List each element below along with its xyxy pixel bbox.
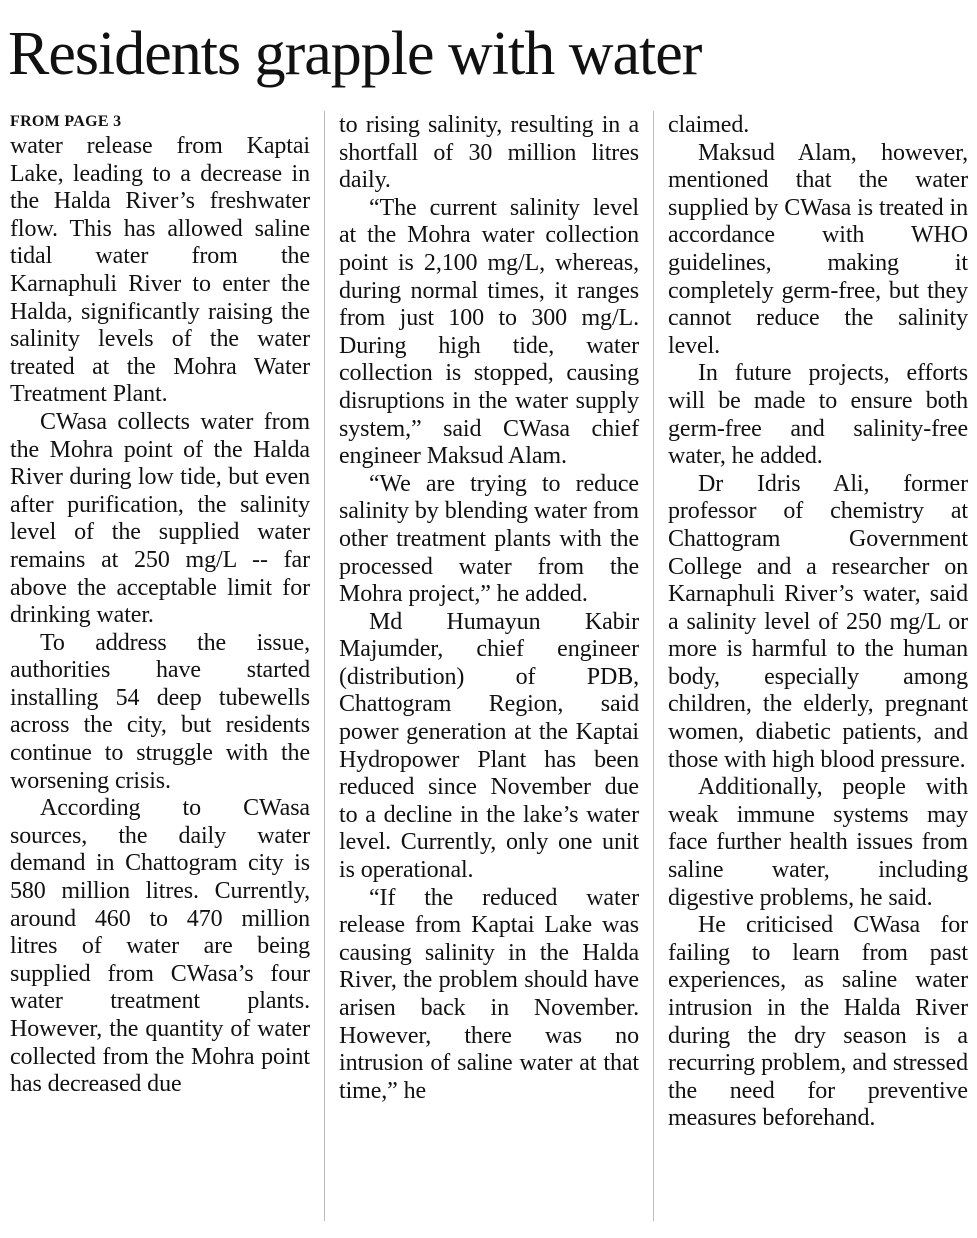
- paragraph: claimed.: [668, 112, 750, 138]
- paragraph: Md Humayun Kabir Majumder, chief engineer (distribution) of PDB, Chattogram Region, said power generation at the Kaptai Hydropower Plant has been reduced since November due to a decline in the lake’s water level. Currently, only one unit is operational.: [339, 608, 639, 884]
- headline: Residents grapple with water: [8, 20, 702, 88]
- article-column-3: [668, 112, 968, 1133]
- column-divider: [653, 111, 654, 1221]
- paragraph: Additionally, people with weak immune systems may face further health issues from saline water, including digestive problems, he said.: [668, 774, 968, 911]
- article-column-1: [10, 111, 310, 1099]
- paragraph: “We are trying to reduce salinity by blending water from other treatment plants with the processed water from the Mohra project,” he added.: [339, 470, 639, 608]
- paragraph: To address the issue, authorities have started installing 54 deep tubewells across the city, but residents continue to struggle with the worsening crisis.: [10, 629, 310, 794]
- paragraph: CWasa collects water from the Mohra point of the Halda River during low tide, but even after purification, the salinity level of the supplied water remains at 250 mg/L -- far above the acceptable limit for drinking water.: [10, 408, 310, 629]
- continuation-kicker: FROM PAGE 3: [10, 113, 122, 130]
- paragraph: According to CWasa sources, the daily water demand in Chattogram city is 580 million litres. Currently, around 460 to 470 million litres of water are being supplied from CWasa’s four water treatment plants. However, the quantity of water collected from the Mohra point has decreased due: [10, 795, 310, 1098]
- paragraph: Maksud Alam, however, mentioned that the water supplied by CWasa is treated in accordance with WHO guidelines, making it completely germ-free, but they cannot reduce the salinity level.: [668, 139, 968, 359]
- paragraph: “If the reduced water release from Kaptai Lake was causing salinity in the Halda River, the problem should have arisen back in November. However, there was no intrusion of saline water at that time,” he: [339, 884, 639, 1104]
- column-divider: [324, 111, 325, 1221]
- paragraph: In future projects, efforts will be made to ensure both germ-free and salinity-free water, he added.: [668, 360, 968, 470]
- paragraph: He criticised CWasa for failing to learn from past experiences, as saline water intrusion in the Halda River during the dry season is a recurring problem, and stressed the need for preventive measures beforehand.: [668, 912, 968, 1132]
- paragraph: Dr Idris Ali, former professor of chemistry at Chattogram Government College and a researcher on Karnaphuli River’s water, said a salinity level of 250 mg/L or more is harmful to the human body, especially among children, the elderly, pregnant women, diabetic patients, and those with high blood pressure.: [668, 470, 968, 773]
- paragraph: water release from Kaptai Lake, leading to a decrease in the Halda River’s freshwater flow. This has allowed saline tidal water from the Karnaphuli River to enter the Halda, significantly raising the salinity levels of the water treated at the Mohra Water Treatment Plant.: [10, 133, 310, 408]
- article-column-2: [339, 112, 639, 1105]
- paragraph: “The current salinity level at the Mohra water collection point is 2,100 mg/L, whereas, during normal times, it ranges from just 100 to 300 mg/L. During high tide, water collection is stopped, causing disruptions in the water supply system,” said CWasa chief engineer Maksud Alam.: [339, 194, 639, 470]
- paragraph: to rising salinity, resulting in a shortfall of 30 million litres daily.: [339, 112, 639, 194]
